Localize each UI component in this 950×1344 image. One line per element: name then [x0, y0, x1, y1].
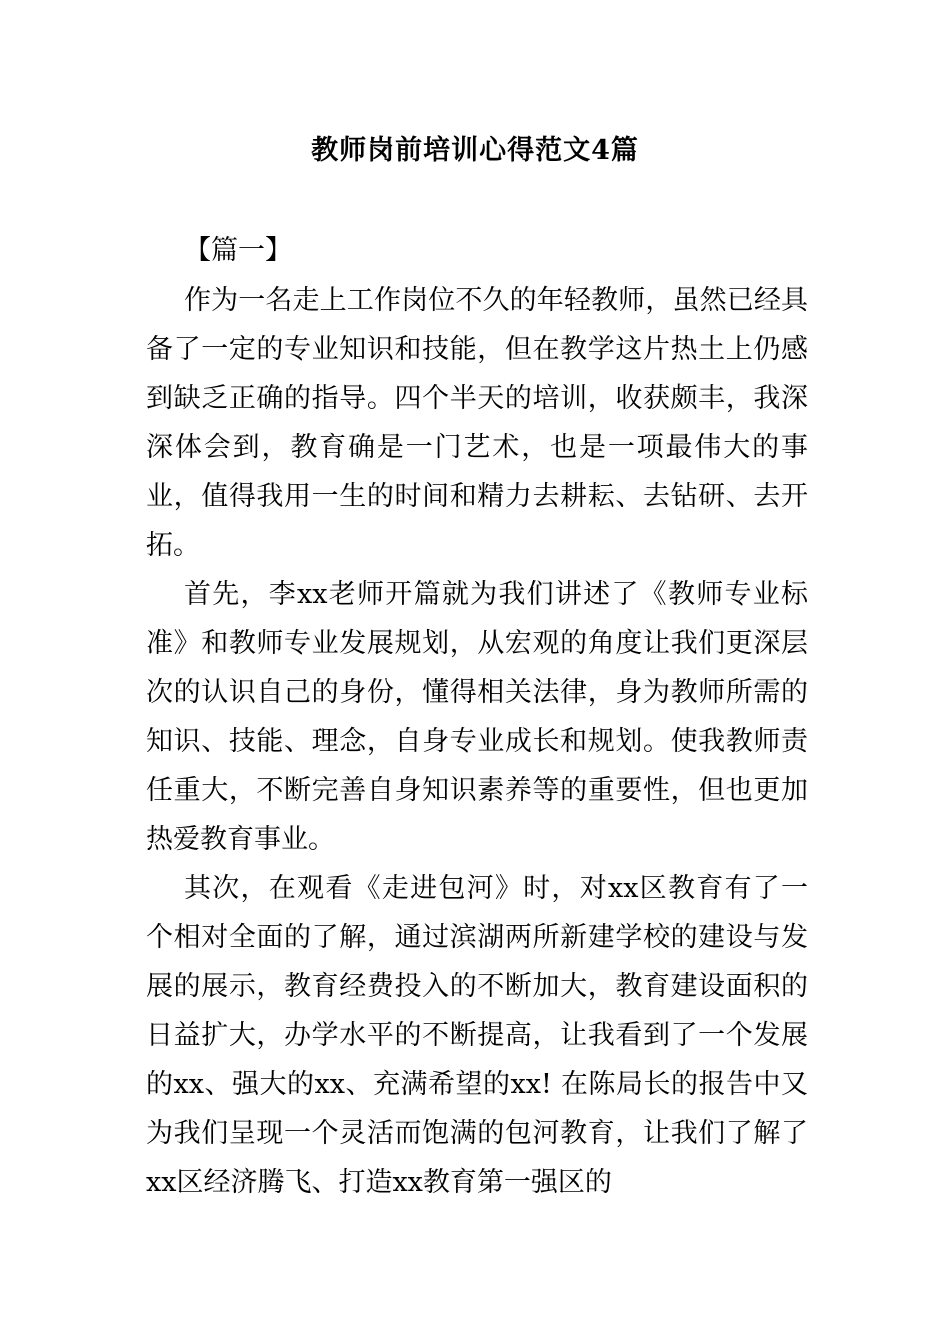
section-label: 【篇一】: [184, 235, 292, 266]
paragraph-1: 作为一名走上工作岗位不久的年轻教师，虽然已经具备了一定的专业知识和技能，但在教学这片热土上仍感到缺乏正确的指导。四个半天的培训，收获颇丰，我深深体会到，教育确是一门艺术，也是一项最伟大的事业，值得我用一生的时间和精力去耕耘、去钻研、去开拓。: [146, 285, 808, 561]
paragraph-3: 其次，在观看《走进包河》时，对xx区教育有了一个相对全面的了解，通过滨湖两所新建学校的建设与发展的展示，教育经费投入的不断加大，教育建设面积的日益扩大，办学水平的不断提高，让我看到了一个发展的xx、强大的xx、充满希望的xx! 在陈局长的报告中又为我们呈现一个灵活而饱满的包河教育，让我们了解了xx区经济腾飞、打造xx教育第一强区的: [146, 873, 808, 1198]
document-title: 教师岗前培训心得范文4篇: [311, 135, 639, 166]
paragraph-2: 首先，李xx老师开篇就为我们讲述了《教师专业标准》和教师专业发展规划，从宏观的角度让我们更深层次的认识自己的身份，懂得相关法律，身为教师所需的知识、技能、理念，自身专业成长和规划。使我教师责任重大，不断完善自身知识素养等的重要性，但也更加热爱教育事业。: [146, 579, 808, 855]
document-body: [146, 276, 808, 1207]
